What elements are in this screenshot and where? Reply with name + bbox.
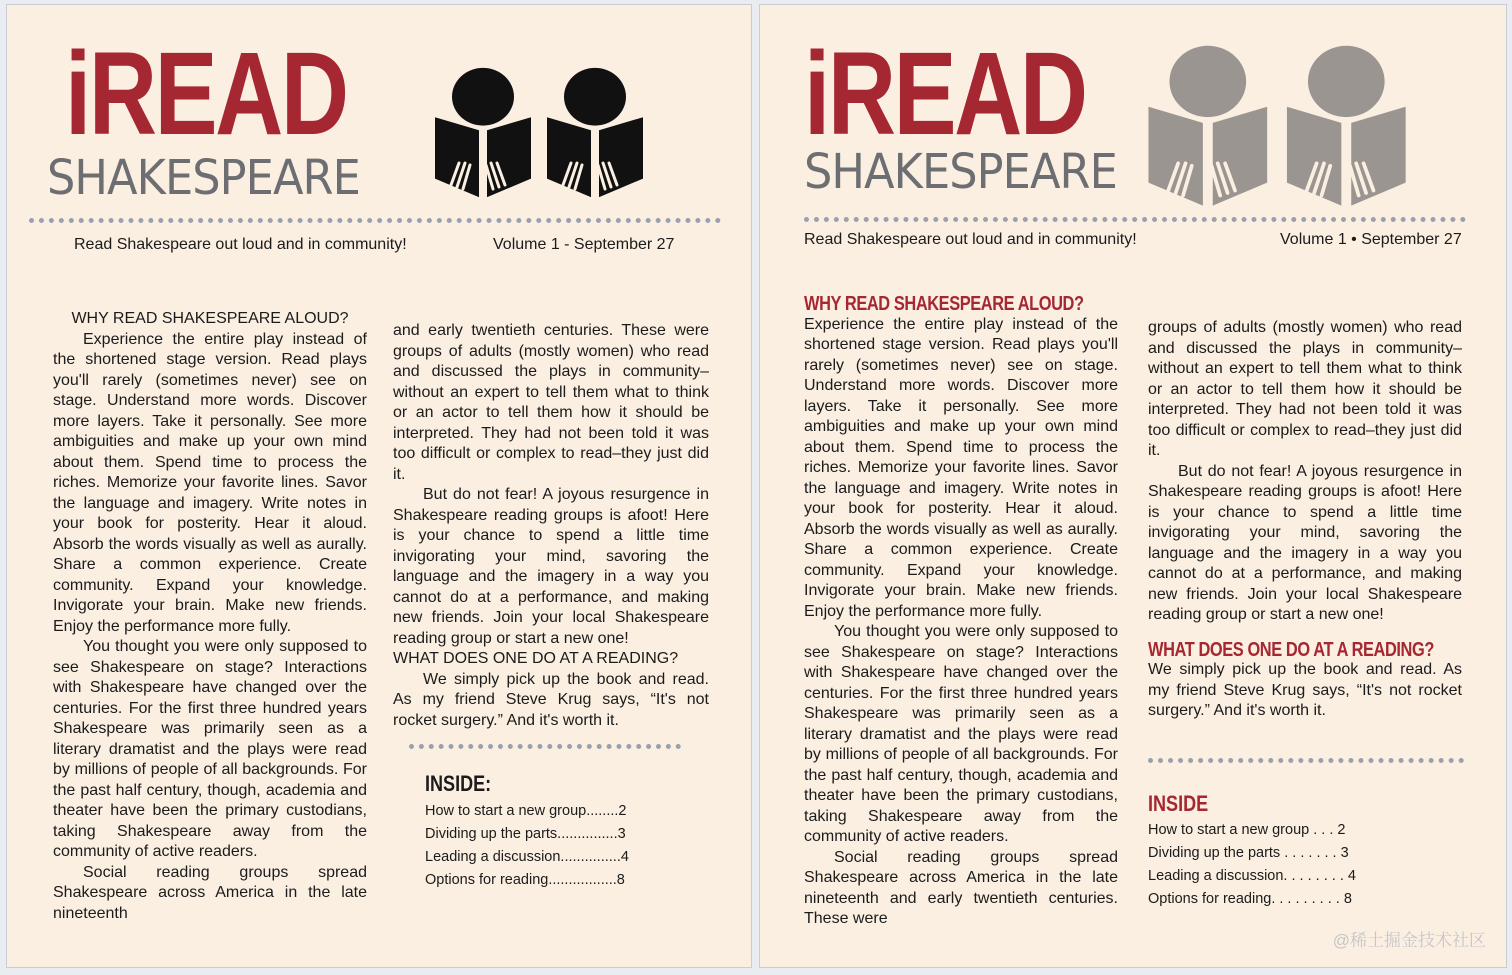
paragraph: You thought you were only supposed to see Shakespeare on stage? Interactions with Shakespeare have changed over the centuries. For the first three hundred years Shakespeare was primarily seen as a literary dramatist and the plays were read by millions of people of all backgrounds. For the past half century, though, academia and theater have been the primary custodians, taking Shakespeare away from the community of active readers.: [53, 638, 367, 860]
readers-illustration: [433, 67, 653, 197]
paragraph: We simply pick up the book and read. As my friend Steve Krug says, “It's not rocket surgery.” And it's worth it.: [1148, 661, 1462, 719]
toc-item[interactable]: How to start a new group . . . 2: [1148, 822, 1346, 838]
toc-item[interactable]: Leading a discussion. . . . . . . . 4: [1148, 868, 1356, 884]
reader-icon: [1148, 46, 1267, 206]
divider-dots: [804, 217, 1466, 222]
toc-item[interactable]: How to start a new group........2: [425, 803, 627, 819]
reader-icon: [547, 68, 643, 197]
paragraph: But do not fear! A joyous resurgence in Shakespeare reading groups is afoot! Here is your chance to spend a little time invigorating your mind, savoring the language and the imagery in a way you cannot do at a performance, and making new friends. Join your local Shakespeare reading group or start a new one!: [393, 486, 709, 647]
paragraph: Experience the entire play instead of the shortened stage version. Read plays you'll rarely (sometimes never) see on stage. Understand more words. Discover more layers. Take it personally. See more ambiguities and make up your own mind about them. Spend time to process the riches. Memorize your favorite lines. Savor the language and imagery. Write notes in your book for posterity. Hear it aloud. Absorb the words visually as well as aurally. Share a common experience. Create community. Expand your knowledge. Invigorate your brain. Make new friends. Enjoy the performance more fully.: [53, 330, 367, 635]
toc-item[interactable]: Leading a discussion...............4: [425, 849, 629, 865]
logo-shakespeare: SHAKESPEARE: [804, 144, 1117, 200]
newsletter-page-right: [759, 4, 1507, 968]
toc-item[interactable]: Options for reading. . . . . . . . . 8: [1148, 891, 1352, 907]
column-1: [53, 309, 367, 924]
section-heading: WHY READ SHAKESPEARE ALOUD?: [71, 310, 349, 327]
divider-dots: [1148, 758, 1464, 763]
column-2: [1148, 318, 1462, 722]
paragraph: Social reading groups spread Shakespeare across America in the late nineteenth: [53, 863, 367, 922]
logo-iread: iREAD: [804, 28, 1086, 160]
paragraph: Experience the entire play instead of the shortened stage version. Read plays you'll rarely (sometimes never) see on stage. Understand more words. Discover more layers. Take it personally. See more ambiguities and make up your own mind about them. Spend time to process the riches. Memorize your favorite lines. Savor the language and imagery. Write notes in your book for posterity. Hear it aloud. Absorb the words visually as well as aurally. Share a common experience. Create community. Expand your knowledge. Invigorate your brain. Make new friends. Enjoy the performance more fully.: [804, 315, 1118, 620]
reader-icon: [1287, 46, 1406, 206]
volume-date: Volume 1 - September 27: [493, 236, 675, 253]
toc-item[interactable]: Dividing up the parts...............3: [425, 826, 626, 842]
tagline: Read Shakespeare out loud and in community!: [74, 236, 407, 253]
paragraph: We simply pick up the book and read. As my friend Steve Krug says, “It's not rocket surgery.” And it's worth it.: [393, 670, 709, 729]
paragraph: You thought you were only supposed to see Shakespeare on stage? Interactions with Shakespeare have changed over the centuries. For the first three hundred years Shakespeare was primarily seen as a literary dramatist and the plays were read by millions of people of all backgrounds. For the past half century, though, academia and theater have been the primary custodians, taking Shakespeare away from the community of active readers.: [804, 623, 1118, 845]
toc-item[interactable]: Dividing up the parts . . . . . . . 3: [1148, 845, 1349, 861]
divider-dots: [409, 744, 681, 749]
column-1: [804, 294, 1118, 930]
table-of-contents: [1148, 819, 1356, 911]
divider-dots: [29, 218, 721, 223]
toc-item[interactable]: Options for reading.................8: [425, 872, 625, 888]
section-heading: WHAT DOES ONE DO AT A READING?: [393, 650, 679, 667]
masthead: [47, 28, 417, 206]
logo-iread: iREAD: [65, 28, 347, 160]
inside-title: INSIDE:: [425, 771, 492, 796]
tagline: Read Shakespeare out loud and in community!: [804, 231, 1137, 248]
section-heading: WHAT DOES ONE DO AT A READING?: [1148, 638, 1434, 661]
column-2: [393, 321, 709, 731]
watermark: @稀土掘金技术社区: [1332, 931, 1486, 950]
table-of-contents: [425, 800, 629, 892]
readers-illustration: [1146, 43, 1418, 207]
section-heading: WHY READ SHAKESPEARE ALOUD?: [804, 293, 1084, 315]
paragraph: groups of adults (mostly women) who read and discussed the plays in community–without an expert to tell them what to think or an actor to tell them how it should be interpreted. They had not been told it was too difficult or complex to read–they just did it.: [1148, 319, 1462, 459]
paragraph: But do not fear! A joyous resurgence in Shakespeare reading groups is afoot! Here is your chance to spend a little time invigorating your mind, savoring the language and the imagery in a way you cannot do at a performance, and making new friends. Join your local Shakespeare reading group or start a new one!: [1148, 462, 1462, 623]
volume-date: Volume 1 • September 27: [1280, 231, 1462, 248]
paragraph: Social reading groups spread Shakespeare across America in the late nineteenth and early twentieth centuries. These were: [804, 848, 1118, 927]
masthead: [804, 28, 1156, 200]
reader-icon: [435, 68, 531, 197]
inside-title: INSIDE: [1148, 791, 1209, 816]
paragraph: and early twentieth centuries. These were groups of adults (mostly women) who read and discussed the plays in community–without an expert to tell them what to think or an actor to tell them how it should be interpreted. They had not been told it was too difficult or complex to read–they just did it.: [393, 322, 709, 483]
logo-shakespeare: SHAKESPEARE: [47, 150, 360, 206]
newsletter-page-left: [6, 4, 752, 968]
